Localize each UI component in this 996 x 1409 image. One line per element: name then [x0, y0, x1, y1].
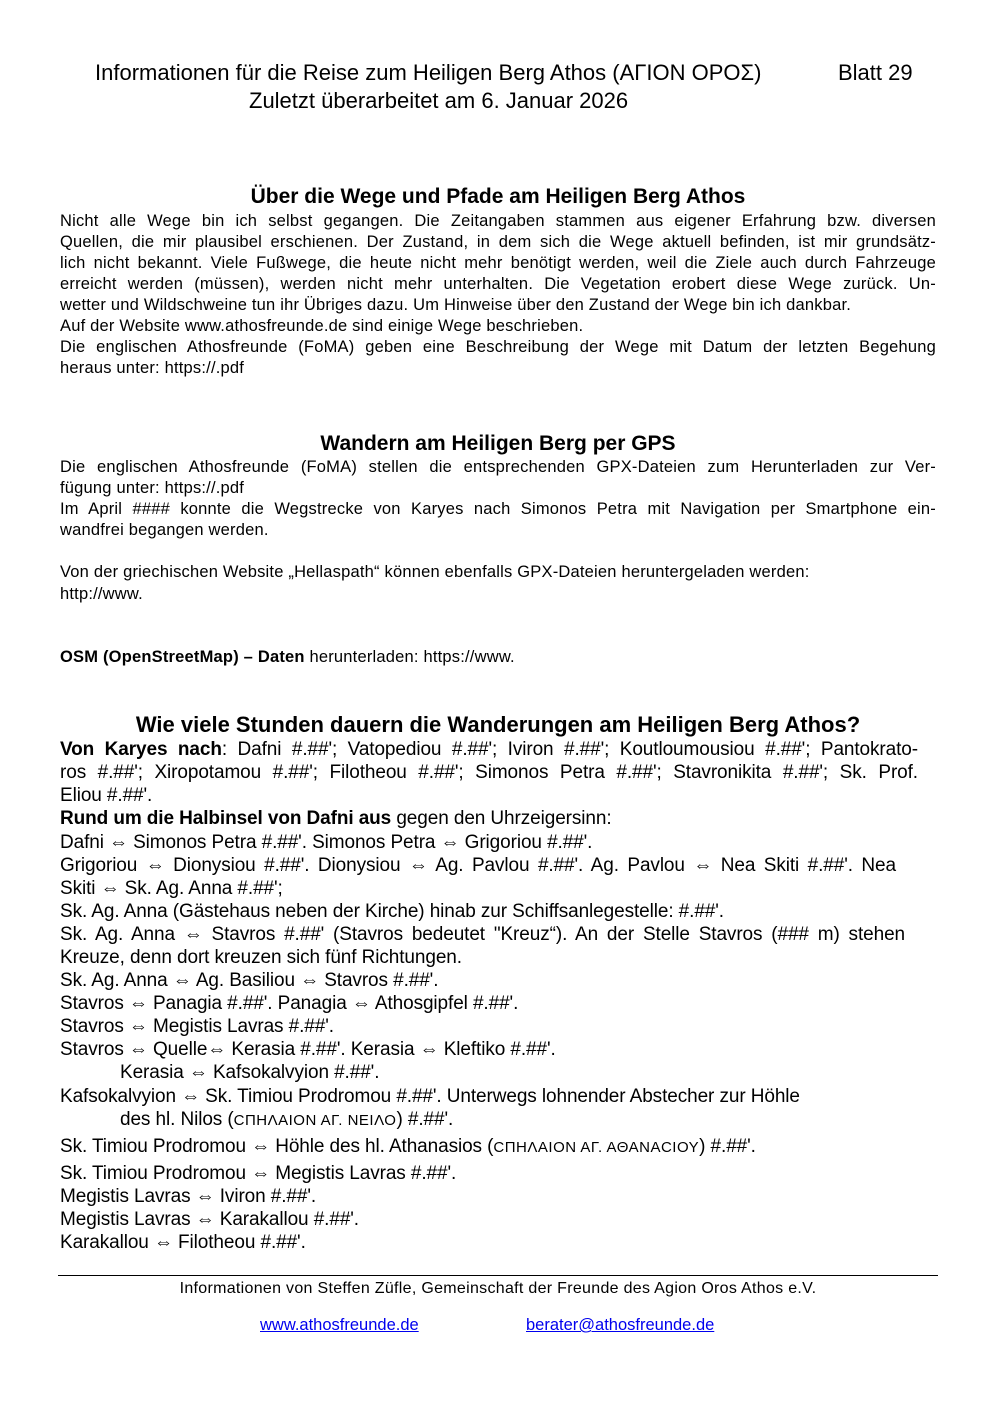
route-text: : Dafni #.##'; Vatopediou #.##'; Iviron #.##'; Koutloumousiou #.##'; Pantokrato-	[221, 739, 918, 760]
email-link[interactable]: berater@athosfreunde.de	[526, 1316, 715, 1334]
round-label: Rund um die Halbinsel von Dafni aus	[60, 808, 392, 829]
paragraph-line: erreicht werden (müssen), werden nicht mehr unterhalten. Die Vegetation erobert diese Wege zurück. Un-	[60, 275, 936, 293]
route-line: Sk. Timiou Prodromou ⇔ Megistis Lavras #.##'.	[60, 1163, 457, 1184]
route-line: Stavros ⇔ Megistis Lavras #.##'.	[60, 1016, 334, 1037]
route-line: Dafni ⇔ Simonos Petra #.##'. Simonos Petra ⇔ Grigoriou #.##'.	[60, 832, 593, 853]
route-line	[60, 739, 918, 761]
route-line: Megistis Lavras ⇔ Karakallou #.##'.	[60, 1209, 359, 1230]
paragraph-line: Quellen, die mir plausibel erschienen. Der Zustand, in dem sich die Wege aktuell befinden, ist mir grundsätz-	[60, 233, 936, 251]
route-line: Kafsokalvyion ⇔ Sk. Timiou Prodromou #.##'. Unterwegs lohnender Abstecher zur Höhle	[60, 1086, 800, 1107]
route-line	[60, 1136, 920, 1158]
paragraph-line: Die englischen Athosfreunde (FoMA) stellen die entsprechenden GPX-Dateien zum Herunterladen zur Ver-	[60, 458, 936, 476]
section-heading-durations: Wie viele Stunden dauern die Wanderungen am Heiligen Berg Athos?	[135, 712, 861, 737]
paragraph-line: Im April #### konnte die Wegstrecke von Karyes nach Simonos Petra mit Navigation per Smartphone ein-	[60, 500, 936, 518]
document-title: Informationen für die Reise zum Heiligen Berg Athos (ΑΓΙΟΝ ΟΡΟΣ)	[95, 60, 762, 85]
route-line: Sk. Ag. Anna (Gästehaus neben der Kirche) hinab zur Schiffsanlegestelle: #.##'.	[60, 901, 724, 922]
route-line: ros #.##'; Xiropotamou #.##'; Filotheou #.##'; Simonos Petra #.##'; Stavronikita #.##'; Sk. Prof.	[60, 762, 918, 783]
section-heading-gps: Wandern am Heiligen Berg per GPS	[320, 432, 676, 455]
route-text: gegen den Uhrzeigersinn:	[391, 808, 612, 829]
greek-inscription: ϹΠΗΛΑΙΟΝ ΑΓ. ΑΘΑΝΑϹΙΟΥ	[493, 1139, 700, 1156]
osm-text: herunterladen: https://www.	[304, 648, 515, 666]
paragraph-line: Auf der Website www.athosfreunde.de sind einige Wege beschrieben.	[60, 317, 584, 335]
last-updated: Zuletzt überarbeitet am 6. Januar 2026	[249, 88, 629, 113]
route-line: Sk. Ag. Anna ⇔ Ag. Basiliou ⇔ Stavros #.##'.	[60, 970, 439, 991]
footer-divider	[58, 1275, 938, 1276]
route-line	[120, 1109, 980, 1131]
route-text: ) #.##'.	[396, 1109, 454, 1130]
route-line: Grigoriou ⇔ Dionysiou #.##'. Dionysiou ⇔ Ag. Pavlou #.##'. Ag. Pavlou ⇔ Nea Skiti #.##'. Nea	[60, 855, 896, 876]
route-line: Sk. Ag. Anna ⇔ Stavros #.##' (Stavros bedeutet "Kreuz“). An der Stelle Stavros (### m) stehen	[60, 924, 905, 945]
website-link[interactable]: www.athosfreunde.de	[260, 1316, 419, 1334]
route-line: Karakallou ⇔ Filotheou #.##'.	[60, 1232, 306, 1253]
route-text: des hl. Nilos (	[120, 1109, 234, 1130]
route-line: Megistis Lavras ⇔ Iviron #.##'.	[60, 1186, 317, 1207]
route-line: Kreuze, denn dort kreuzen sich fünf Richtungen.	[60, 947, 462, 968]
route-line: Skiti ⇔ Sk. Ag. Anna #.##';	[60, 878, 283, 899]
paragraph-line: heraus unter: https://.pdf	[60, 359, 245, 377]
paragraph-line: wetter und Wildschweine tun ihr Übriges dazu. Um Hinweise über den Zustand der Wege bin ich dankbar.	[60, 296, 852, 314]
paragraph-line: Von der griechischen Website „Hellaspath“ können ebenfalls GPX-Dateien heruntergeladen werden:	[60, 563, 810, 581]
footer-text: Informationen von Steffen Züfle, Gemeinschaft der Freunde des Agion Oros Athos e.V.	[179, 1280, 817, 1297]
route-text: Sk. Timiou Prodromou ⇔ Höhle des hl. Athanasios (	[60, 1136, 494, 1157]
paragraph-line: fügung unter: https://.pdf	[60, 479, 245, 497]
paragraph-line: http://www.	[60, 585, 143, 603]
osm-line	[60, 648, 936, 667]
karyes-label: Von Karyes nach	[60, 739, 222, 760]
paragraph-line: lich nicht bekannt. Viele Fußwege, die heute nicht mehr benötigt werden, weil die Ziele auch durch Fahrzeuge	[60, 254, 936, 272]
route-line: Eliou #.##'.	[60, 785, 153, 806]
greek-inscription: ϹΠΗΛΑΙΟΝ ΑΓ. ΝΕΙΛΟ	[233, 1112, 397, 1129]
route-line: Kerasia ⇔ Kafsokalvyion #.##'.	[120, 1062, 380, 1083]
route-line: Stavros ⇔ Quelle⇔ Kerasia #.##'. Kerasia ⇔ Kleftiko #.##'.	[60, 1039, 556, 1060]
route-text: ) #.##'.	[699, 1136, 756, 1157]
route-line	[60, 808, 920, 830]
route-line: Stavros ⇔ Panagia #.##'. Panagia ⇔ Athosgipfel #.##'.	[60, 993, 519, 1014]
paragraph-line: wandfrei begangen werden.	[60, 521, 269, 539]
paragraph-line: Die englischen Athosfreunde (FoMA) geben eine Beschreibung der Wege mit Datum der letzten Begehung	[60, 338, 936, 356]
section-heading-paths: Über die Wege und Pfade am Heiligen Berg Athos	[250, 185, 746, 208]
sheet-number: Blatt 29	[838, 60, 913, 85]
osm-label: OSM (OpenStreetMap) – Daten	[60, 648, 305, 666]
paragraph-line: Nicht alle Wege bin ich selbst gegangen. Die Zeitangaben stammen aus eigener Erfahrung bzw. diversen	[60, 212, 936, 230]
